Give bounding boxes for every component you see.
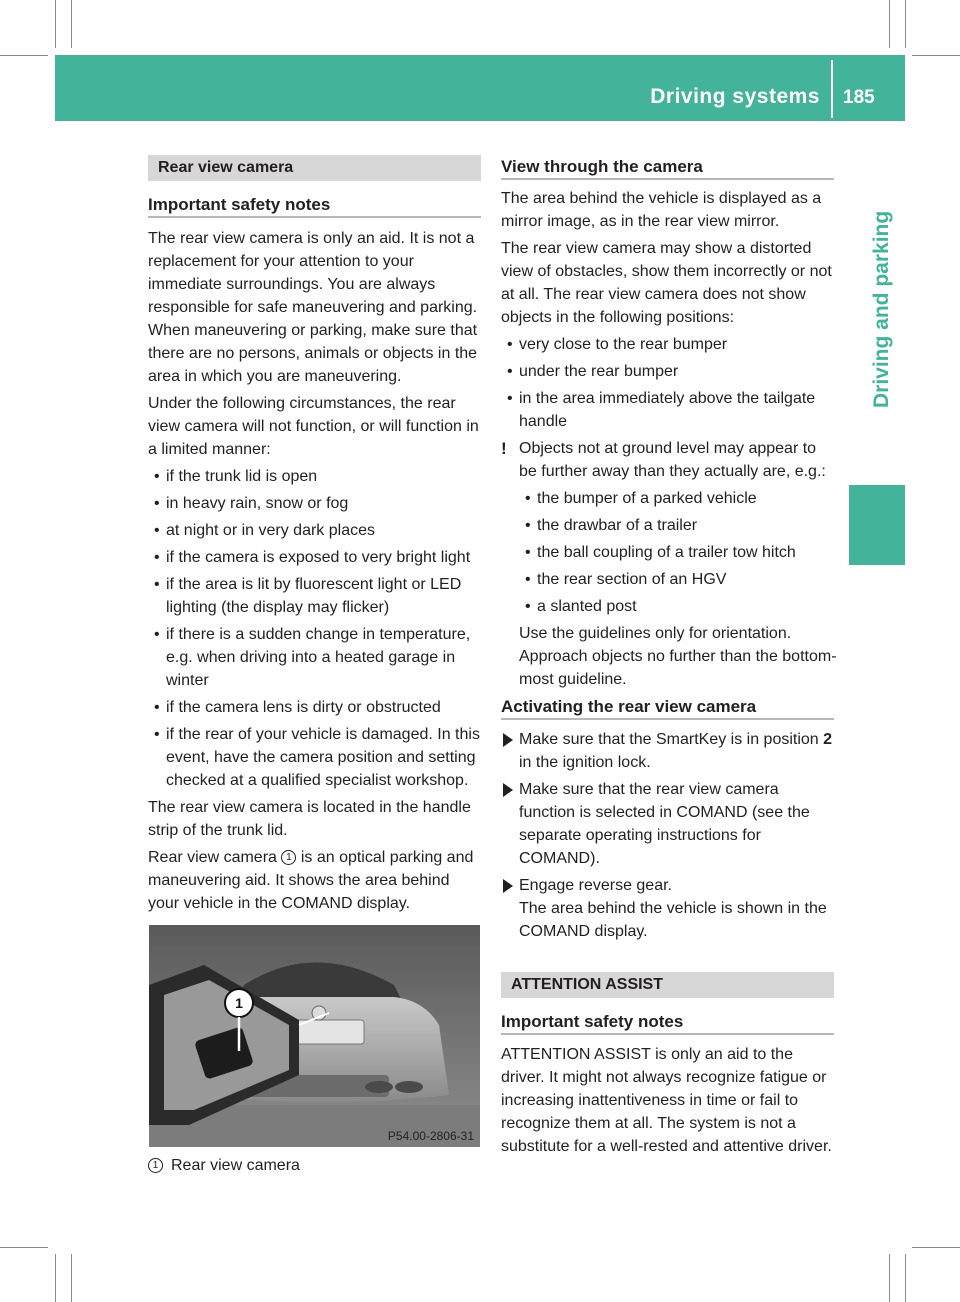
paragraph: ATTENTION ASSIST is only an aid to the driver. It might not always recognize fatigue or increasing inattentiveness in time or fail to recognize them at all. The system is not a substitute for a well-rested and attentive driver. bbox=[501, 1046, 832, 1155]
crop-mark bbox=[0, 1247, 48, 1248]
caption-marker-icon: 1 bbox=[148, 1158, 163, 1173]
crop-mark bbox=[55, 1254, 56, 1302]
section-title-text: Rear view camera bbox=[158, 159, 294, 176]
step-item: Engage reverse gear. The area behind the vehicle is shown in the COMAND display. bbox=[501, 874, 837, 943]
crop-mark bbox=[889, 0, 890, 48]
step-arrow-icon bbox=[503, 733, 513, 747]
list-item: • a slanted post bbox=[525, 598, 637, 615]
list-item: • the drawbar of a trailer bbox=[525, 517, 698, 534]
figure-code: P54.00-2806-31 bbox=[387, 1129, 474, 1143]
list-item: • very close to the rear bumper bbox=[507, 336, 728, 353]
crop-mark bbox=[905, 1254, 906, 1302]
list-item: • if the area is lit by fluorescent light or LED lighting (the display may flicker) bbox=[154, 576, 462, 616]
side-section-label: Driving and parking bbox=[870, 210, 893, 408]
section-title-text: ATTENTION ASSIST bbox=[511, 976, 663, 993]
warning-icon: ! bbox=[501, 439, 507, 458]
paragraph: Rear view camera 1 is an optical parking and maneuvering aid. It shows the area behind your vehicle in the COMAND display. bbox=[148, 849, 474, 912]
list-item: • if the trunk lid is open bbox=[154, 468, 318, 485]
callout-marker-icon: 1 bbox=[281, 850, 296, 865]
subheading-rule bbox=[148, 216, 481, 218]
page-number: 185 bbox=[843, 87, 875, 108]
crop-mark bbox=[912, 1247, 960, 1248]
list-item: • if the camera lens is dirty or obstructed bbox=[154, 699, 441, 716]
subheading-safety-notes: Important safety notes bbox=[148, 195, 331, 214]
warning-note: ! Objects not at ground level may appear to be further away than they actually are, e.g.: bbox=[501, 439, 826, 480]
warning-sublist bbox=[501, 487, 837, 691]
crop-mark bbox=[889, 1254, 890, 1302]
step-item: Make sure that the rear view camera function is selected in COMAND (see the separate operating instructions for COMAND). bbox=[501, 778, 837, 870]
paragraph: The rear view camera may show a distorted view of obstacles, show them incorrectly or not at all. The rear view camera does not show objects in the following positions: bbox=[501, 240, 832, 326]
right-body-top bbox=[501, 187, 837, 695]
list-item: • if the camera is exposed to very bright light bbox=[154, 549, 471, 566]
crop-mark bbox=[905, 0, 906, 48]
right-body-steps bbox=[501, 728, 837, 947]
list-item: • in the area immediately above the tailgate handle bbox=[507, 390, 816, 430]
figure-caption bbox=[148, 1157, 300, 1175]
crop-mark bbox=[71, 1254, 72, 1302]
step-arrow-icon bbox=[503, 783, 513, 797]
paragraph: Use the guidelines only for orientation. Approach objects no further than the bottom-most guideline. bbox=[519, 625, 837, 688]
list-item: • in heavy rain, snow or fog bbox=[154, 495, 349, 512]
header-title: Driving systems bbox=[650, 85, 820, 108]
crop-mark bbox=[71, 0, 72, 48]
list-item: • under the rear bumper bbox=[507, 363, 679, 380]
header-divider bbox=[831, 60, 833, 118]
subheading-safety-notes: Important safety notes bbox=[501, 1012, 684, 1031]
paragraph: The area behind the vehicle is displayed as a mirror image, as in the rear view mirror. bbox=[501, 190, 822, 230]
heading-activating-camera: Activating the rear view camera bbox=[501, 697, 757, 716]
left-body bbox=[148, 227, 482, 919]
list-item: • if the rear of your vehicle is damaged. In this event, have the camera position and setting checked at a qualified specialist workshop. bbox=[154, 726, 480, 789]
car-rear-illustration bbox=[149, 925, 480, 1147]
side-tab-marker bbox=[849, 485, 905, 565]
subheading-rule bbox=[501, 1033, 834, 1035]
step-arrow-icon bbox=[503, 879, 513, 893]
crop-mark bbox=[912, 55, 960, 56]
paragraph: The rear view camera is only an aid. It is not a replacement for your attention to your immediate surroundings. You are always responsible for safe maneuvering and parking. When maneuvering or parking, make sure that there are no persons, animals or objects in the area in which you are maneuvering. bbox=[148, 230, 478, 385]
crop-mark bbox=[0, 55, 48, 56]
list-item: • the ball coupling of a trailer tow hitch bbox=[525, 544, 796, 561]
list-item: • the bumper of a parked vehicle bbox=[525, 490, 757, 507]
paragraph: Under the following circumstances, the rear view camera will not function, or will function in a limited manner: bbox=[148, 395, 479, 458]
section-title-rear-view-camera bbox=[148, 155, 481, 181]
caption-text: Rear view camera bbox=[171, 1157, 300, 1174]
paragraph: The rear view camera is located in the handle strip of the trunk lid. bbox=[148, 799, 471, 839]
heading-rule bbox=[501, 718, 834, 720]
attention-body bbox=[501, 1043, 837, 1162]
list-item: • at night or in very dark places bbox=[154, 522, 375, 539]
step-item: Make sure that the SmartKey is in position 2 in the ignition lock. bbox=[501, 728, 837, 774]
heading-rule bbox=[501, 178, 834, 180]
figure-callout-marker: 1 bbox=[235, 995, 243, 1011]
list-item: • if there is a sudden change in temperature, e.g. when driving into a heated garage in winter bbox=[154, 626, 471, 689]
section-title-attention-assist bbox=[501, 972, 834, 998]
rear-view-camera-photo bbox=[149, 925, 480, 1147]
crop-mark bbox=[55, 0, 56, 48]
heading-view-through-camera: View through the camera bbox=[501, 157, 703, 176]
list-item: • the rear section of an HGV bbox=[525, 571, 727, 588]
